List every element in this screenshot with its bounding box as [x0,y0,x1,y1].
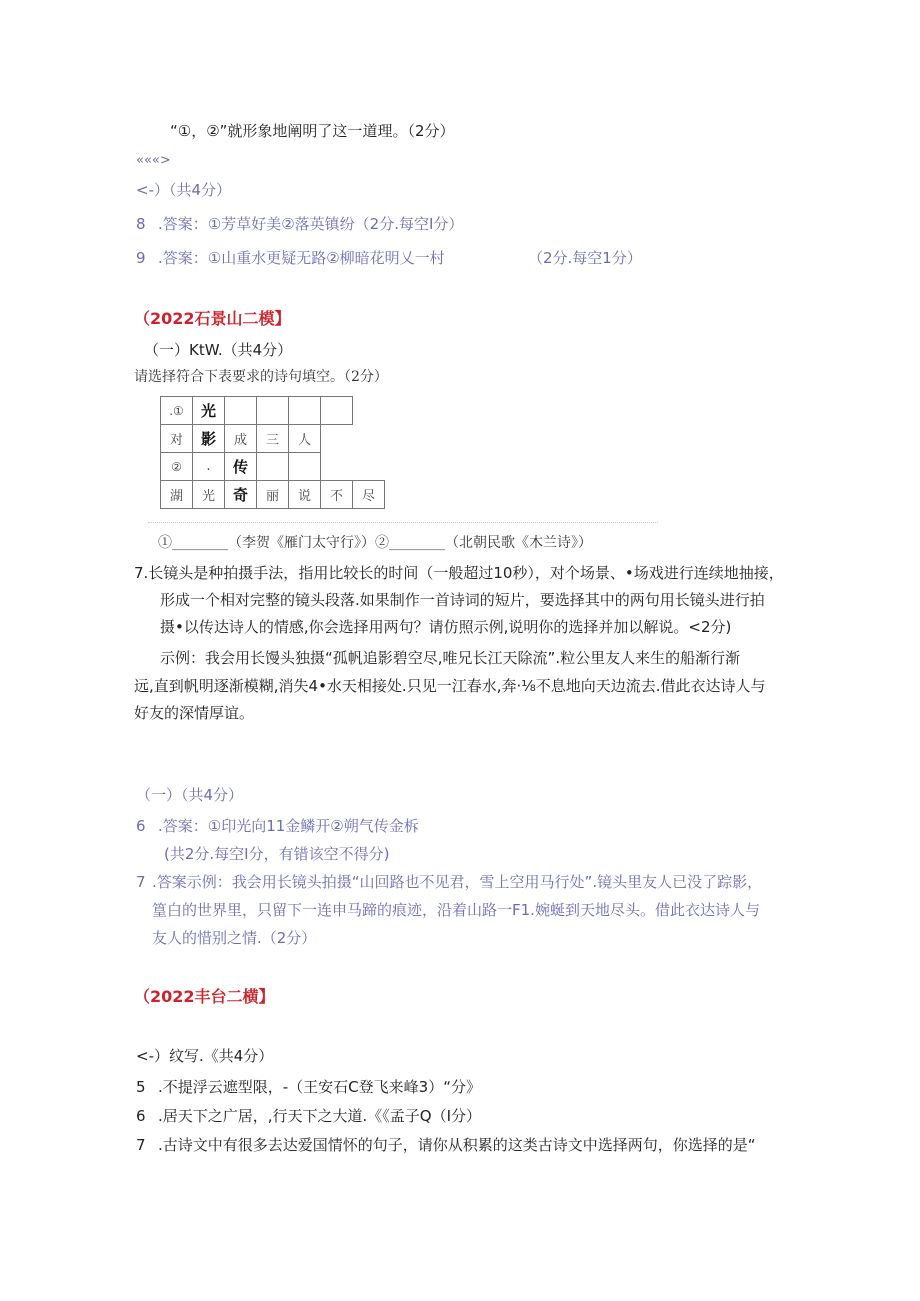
grid-cell [321,397,353,425]
dotted-divider [148,522,658,523]
grid-cell: 说 [289,481,321,509]
grid-cell [289,397,321,425]
item-text: .不提浮云遮型限，-（王安石C登飞来峰3）“分》 [158,1078,481,1096]
fill-in-line: ①________（李贺《雁门太守行》）②________（北朝民歌《木兰诗》） [158,535,592,551]
grid-cell [225,397,257,425]
grid-cell [353,425,385,453]
answer-8-text: .答案：①芳草好美②落英镇纷（2分.每空I分） [158,215,464,233]
grid-cell: 湖 [161,481,193,509]
answer-9-score: （2分.每空1分） [528,249,642,267]
answer-6-text: .答案：①印光向11金鳞开②朔气传金柝 [158,817,419,835]
grid-cell: 成 [225,425,257,453]
grid-cell [353,397,385,425]
answer-7-line: 友人的惜别之情.（2分） [152,929,317,947]
section-marker: «««> [136,153,171,168]
answer-7-line: .答案示例：我会用长镜头拍摄“山回路也不见君，雪上空用马行处”.镜头里友人已没了踪影， [152,873,763,891]
subsection-title: <-）纹写.《共4分） [136,1047,274,1065]
example-line: 好友的深情厚谊。 [134,704,255,722]
question-7-line: 摄•以传达诗人的情感,你会选择用两句？请仿照示例,说明你的选择并加以解说。<2分) [160,618,732,636]
item-text: .古诗文中有很多去达爱国情怀的句子，请你从积累的这类古诗文中选择两句，你选择的是“ [158,1136,756,1154]
grid-cell: 三 [257,425,289,453]
grid-cell [353,453,385,481]
answer-7-line: 篁白的世界里，只留下一连申马蹄的痕迹，沿着山路一F1.婉蜒到天地尽头。借此衣达诗人与 [152,901,760,919]
grid-cell [257,397,289,425]
grid-cell: 尽 [353,481,385,509]
example-line: 远,直到帆明逐渐模糊,消失4•水天相接处.只见一江春水,奔·⅛不息地向天边流去.借此衣达诗人与 [134,677,766,695]
grid-cell: 不 [321,481,353,509]
section-heading-fengtai: （2022丰台二横】 [134,987,275,1006]
subsection-title: （一）KtW.（共4分） [144,341,293,359]
grid-cell: 丽 [257,481,289,509]
grid-cell [257,453,289,481]
grid-cell: 传 [225,453,257,481]
item-number: 7 [136,1136,146,1154]
poem-grid [160,396,385,509]
grid-cell: ② [161,453,193,481]
answer-9-number: 9 [136,249,146,267]
grid-row [161,481,385,509]
grid-cell: 光 [193,397,225,425]
grid-cell: . [193,453,225,481]
answer-line-intro: “①，②”就形象地阐明了这一道理。（2分） [170,122,455,140]
answer-6-number: 6 [136,817,146,835]
grid-row [161,453,385,481]
answer-7-number: 7 [136,873,146,891]
example-line: 示例：我会用长馒头独摄“孤帆追影碧空尽,唯兄长江天除流”.粒公里友人来生的船渐行渐 [160,649,741,667]
answer-9-text: .答案：①山重水更疑无路②柳暗花明乂一村 [158,249,445,267]
item-text: .居天下之广居，,行天下之大道.《《孟子Q（I分） [158,1107,482,1125]
question-7-line: 形成一个相对完整的镜头段落.如果制作一首诗词的短片，要选择其中的两句用长镜头进行拍 [160,591,765,609]
answer-6-note: (共2分.每空I分，有错该空不得分) [164,845,390,863]
answer-8-number: 8 [136,215,146,233]
grid-row [161,425,385,453]
grid-cell: 人 [289,425,321,453]
section-heading-shijingshan: （2022石景山二模】 [134,309,291,328]
grid-cell [321,453,353,481]
answers-header: （一）（共4分） [136,786,244,804]
grid-cell: 对 [161,425,193,453]
grid-cell: .① [161,397,193,425]
question-7-line: 7.长镜头是种拍摄手法，指用比较长的时间（一般超过10秒），对个场景、•场戏进行连续地抽接， [134,564,784,582]
grid-cell: 奇 [225,481,257,509]
grid-cell [321,425,353,453]
instruction-text: 请选择符合下表要求的诗句填空。（2分） [134,369,388,385]
item-number: 6 [136,1107,146,1125]
grid-cell: 光 [193,481,225,509]
grid-cell [289,453,321,481]
grid-row [161,397,385,425]
section-header: <-）（共4分） [136,181,232,199]
item-number: 5 [136,1078,146,1096]
grid-cell: 影 [193,425,225,453]
